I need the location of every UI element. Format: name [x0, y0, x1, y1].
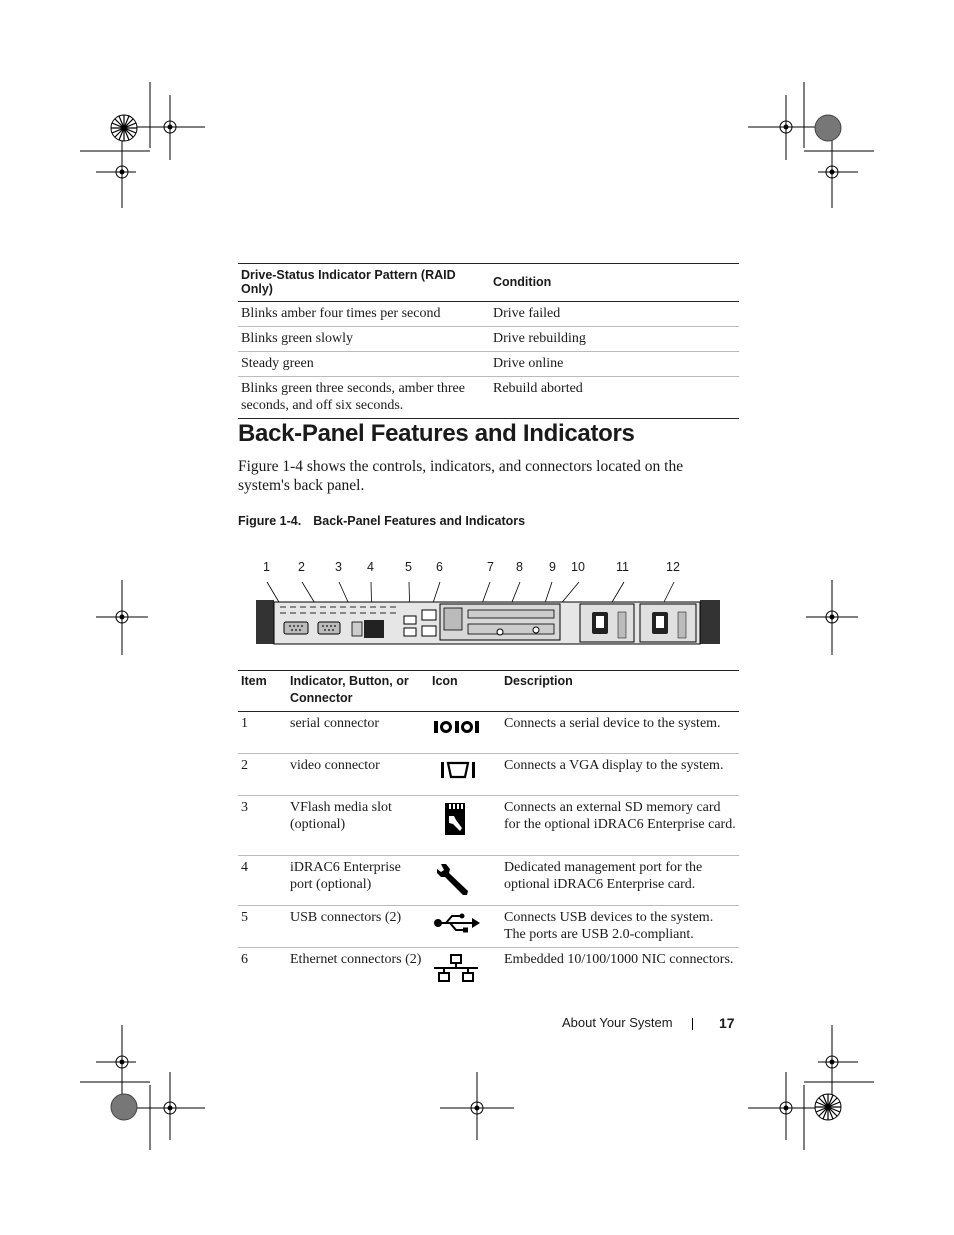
item-cell: 6 — [241, 952, 248, 967]
figure-number: Figure 1-4. — [238, 514, 302, 528]
pattern-cell: Blinks amber four times per second — [238, 302, 490, 327]
callout-number: 5 — [405, 560, 412, 574]
callout-number: 2 — [298, 560, 305, 574]
icon-cell — [429, 948, 501, 994]
item-cell: 5 — [238, 906, 287, 948]
callout-number: 11 — [616, 560, 629, 574]
callout-number: 1 — [263, 560, 270, 574]
callout-number: 3 — [335, 560, 342, 574]
table-row — [238, 948, 739, 994]
name-cell: serial connector — [287, 712, 429, 754]
serial-icon — [432, 718, 480, 736]
usb-icon — [432, 912, 482, 934]
condition-cell: Drive failed — [490, 302, 739, 327]
figure-title: Back-Panel Features and Indicators — [313, 514, 526, 528]
pattern-cell: Steady green — [238, 352, 490, 377]
description-cell: Dedicated management port for the optional iDRAC6 Enterprise card. — [501, 856, 739, 906]
section-title: Back-Panel Features and Indicators — [238, 420, 635, 447]
condition-cell: Drive rebuilding — [490, 327, 739, 352]
network-icon — [432, 954, 480, 984]
callout-number: 8 — [516, 560, 523, 574]
table-row — [238, 352, 739, 377]
icon-cell — [429, 856, 501, 906]
description-cell: Embedded 10/100/1000 NIC connectors. — [504, 952, 734, 967]
drive-status-table — [238, 263, 739, 419]
condition-cell: Rebuild aborted — [490, 377, 739, 419]
callout-number: 4 — [367, 560, 374, 574]
table-row — [238, 906, 739, 948]
callout-number: 10 — [571, 560, 585, 574]
name-cell: VFlash media slot (optional) — [287, 796, 429, 856]
icon-cell — [429, 754, 501, 796]
item-cell: 3 — [238, 796, 287, 856]
column-header: Icon — [429, 671, 501, 712]
icon-cell — [429, 712, 501, 754]
back-panel-features-table — [238, 670, 739, 993]
column-header: Drive-Status Indicator Pattern (RAID Only) — [238, 264, 490, 302]
description-cell: Connects USB devices to the system. The ports are USB 2.0-compliant. — [501, 906, 739, 948]
condition-cell: Drive online — [490, 352, 739, 377]
table-row — [238, 302, 739, 327]
callout-number: 6 — [436, 560, 443, 574]
footer-divider — [692, 1018, 693, 1030]
column-header: Item — [238, 671, 287, 712]
item-cell: 2 — [238, 754, 287, 796]
item-cell: 1 — [238, 712, 287, 754]
footer-section-name: About Your System — [562, 1015, 673, 1030]
page-number: 17 — [719, 1015, 735, 1031]
table-row — [238, 327, 739, 352]
table-row — [238, 856, 739, 906]
table-row — [238, 377, 739, 419]
section-intro: Figure 1-4 shows the controls, indicators, and connectors located on the system's back panel. — [238, 458, 684, 494]
pattern-cell: Blinks green three seconds, amber three seconds, and off six seconds. — [238, 377, 490, 419]
wrench-icon — [432, 862, 480, 896]
pattern-cell: Blinks green slowly — [238, 327, 490, 352]
name-cell: video connector — [287, 754, 429, 796]
table-row — [238, 796, 739, 856]
back-panel-illustration — [254, 572, 724, 650]
item-cell: 4 — [238, 856, 287, 906]
table-header-row — [238, 671, 739, 712]
table-header-row — [238, 264, 739, 302]
icon-cell — [429, 796, 501, 856]
figure-caption — [238, 514, 525, 528]
description-cell: Connects a VGA display to the system. — [501, 754, 739, 796]
callout-number: 12 — [666, 560, 680, 574]
column-header: Description — [501, 671, 739, 712]
column-header: Indicator, Button, or Connector — [287, 671, 429, 712]
video-icon — [432, 760, 480, 780]
table-row — [238, 754, 739, 796]
name-cell: Ethernet connectors (2) — [290, 952, 422, 967]
callout-number: 7 — [487, 560, 494, 574]
column-header: Condition — [490, 264, 739, 302]
description-cell: Connects a serial device to the system. — [501, 712, 739, 754]
description-cell: Connects an external SD memory card for the optional iDRAC6 Enterprise card. — [501, 796, 739, 856]
sd-card-icon — [432, 802, 480, 836]
name-cell: iDRAC6 Enterprise port (optional) — [287, 856, 429, 906]
icon-cell — [429, 906, 501, 948]
name-cell: USB connectors (2) — [287, 906, 429, 948]
table-row — [238, 712, 739, 754]
callout-number: 9 — [549, 560, 556, 574]
